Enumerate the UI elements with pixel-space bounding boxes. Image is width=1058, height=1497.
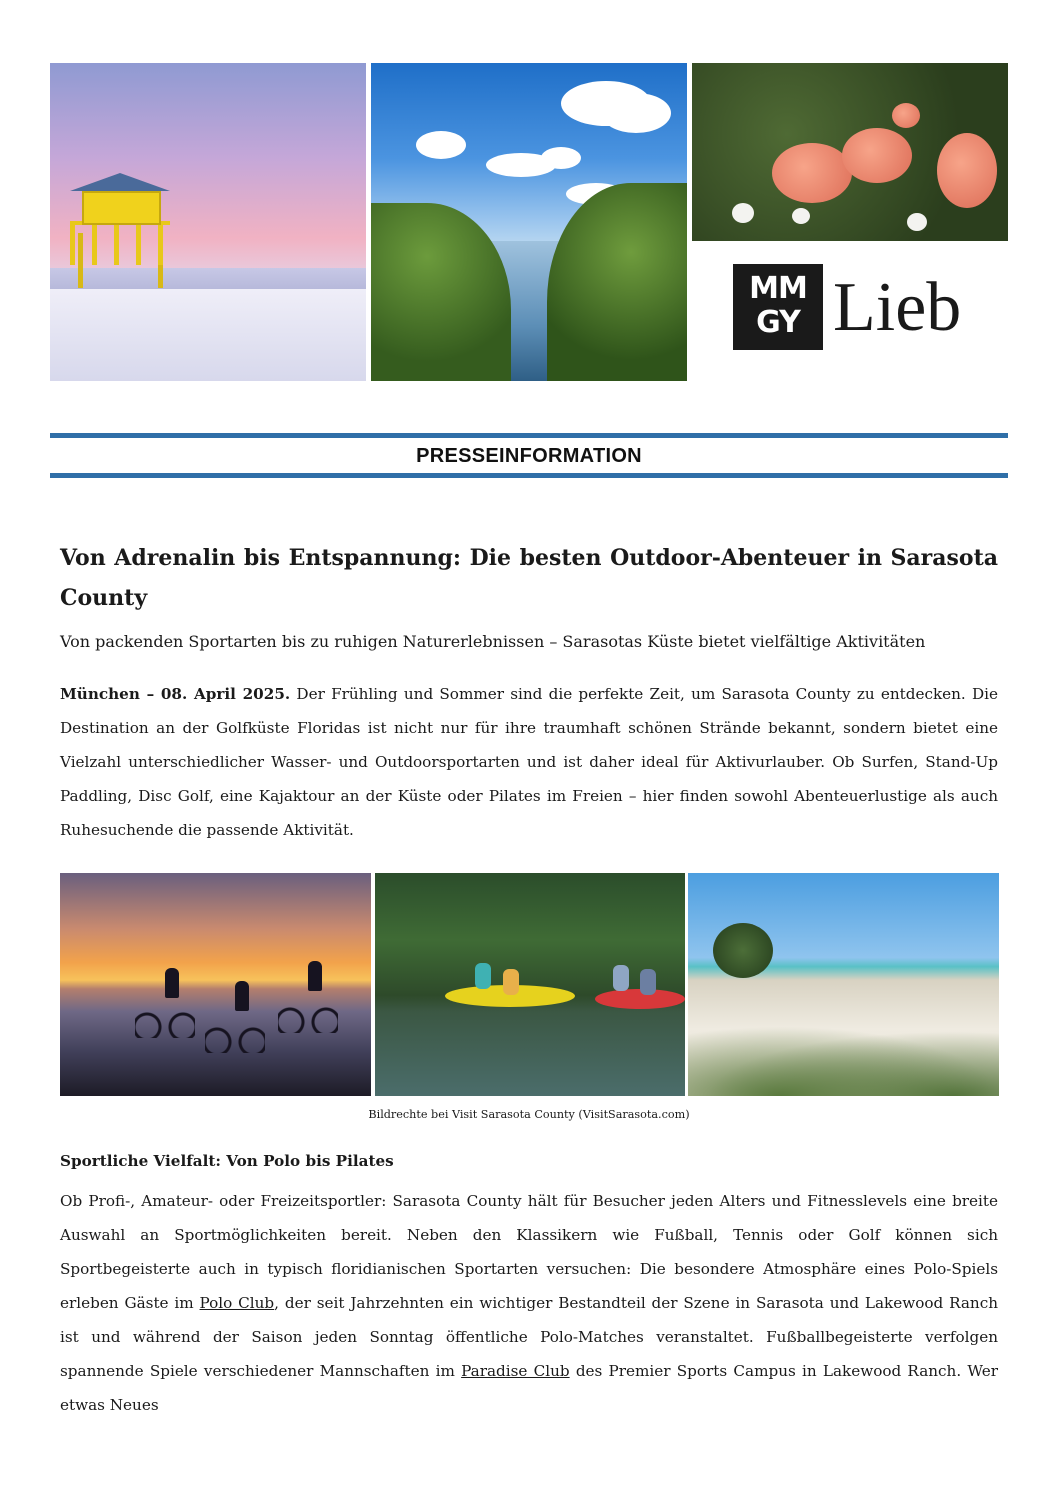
section-text-3: des Premier Sports Campus in Lakewood Ranch. Wer etwas Neues	[60, 1362, 999, 1414]
polo-club-link[interactable]: Polo Club	[199, 1294, 275, 1312]
mangrove-lagoon-photo	[371, 63, 687, 381]
press-information-label: PRESSEINFORMATION	[416, 445, 642, 467]
kayakers-photo	[375, 873, 685, 1096]
article-subtitle: Von packenden Sportarten bis zu ruhigen Naturerlebnissen – Sarasotas Küste bietet vielfältige Aktivitäten	[60, 632, 926, 651]
lifeguard-tower-photo	[50, 63, 366, 381]
photo-caption: Bildrechte bei Visit Sarasota County (VisitSarasota.com)	[368, 1108, 690, 1121]
logo-mark	[733, 264, 823, 350]
intro-paragraph	[60, 677, 998, 847]
beach-photo	[688, 873, 999, 1096]
article-title: Von Adrenalin bis Entspannung: Die besten Outdoor-Abenteuer in Sarasota County	[60, 545, 998, 611]
section-text-1: Ob Profi-, Amateur- oder Freizeitsportler: Sarasota County hält für Besucher jeden Alters und Fitnesslevels eine breite Auswahl an Sportmöglichkeiten bereit. Neben den Klassikern wie Fußball, Tennis oder Golf können sich Sportbegeisterte auch in typisch floridianischen Sportarten versuchen: Die besondere Atmosphäre eines Polo-Spiels erleben Gäste im	[60, 1192, 998, 1312]
logo-mark-line1: MM	[749, 271, 807, 306]
logo-mark-line2: GY	[756, 305, 800, 340]
intro-text: Der Frühling und Sommer sind die perfekte Zeit, um Sarasota County zu entdecken. Die Destination an der Golfküste Floridas ist nicht nur für ihre traumhaft schönen Strände bekannt, sondern bietet eine Vielzahl unterschiedlicher Wasser- und Outdoorsportarten und ist daher ideal für Aktivurlauber. Ob Surfen, Stand-Up Paddling, Disc Golf, eine Kajaktour an der Küste oder Pilates im Freien – hier finden sowohl Abenteuerlustige als auch Ruhesuchende die passende Aktivität.	[60, 685, 999, 839]
section-heading: Sportliche Vielfalt: Von Polo bis Pilates	[60, 1152, 394, 1170]
mmgy-lieb-logo	[733, 264, 973, 352]
bottom-divider	[50, 473, 1008, 478]
dateline: München – 08. April 2025.	[60, 685, 291, 703]
section-paragraph	[60, 1184, 998, 1422]
section-text-2: , der seit Jahrzehnten ein wichtiger Bestandteil der Szene in Sarasota und Lakewood Ranch ist und während der Saison jeden Sonntag öffentliche Polo-Matches veranstaltet. Fußballbegeisterte verfolgen spannende Spiele verschiedener Mannschaften im	[60, 1294, 998, 1380]
paradise-club-link[interactable]: Paradise Club	[461, 1362, 570, 1380]
flamingos-photo	[692, 63, 1008, 241]
logo-wordmark: Lieb	[833, 269, 962, 346]
top-divider	[50, 433, 1008, 438]
sunset-cyclists-photo	[60, 873, 371, 1096]
